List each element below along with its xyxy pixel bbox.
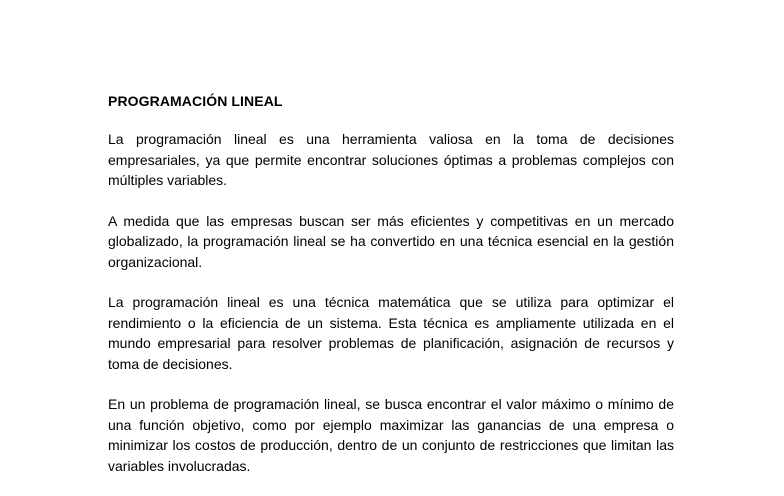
document-title: PROGRAMACIÓN LINEAL [108, 93, 283, 109]
paragraph-2: A medida que las empresas buscan ser más eficientes y competitivas en un mercado globalizado, la programación lineal se ha convertido en una técnica esencial en la gestión organizacional. [108, 212, 674, 270]
paragraph-1: La programación lineal es una herramienta valiosa en la toma de decisiones empresariales, ya que permite encontrar soluciones óptimas a problemas complejos con múltiples variables. [108, 131, 674, 188]
paragraph-4: En un problema de programación lineal, se busca encontrar el valor máximo o mínimo de una función objetivo, como por ejemplo maximizar las ganancias de una empresa o minimizar los costos de producción, dentro de un conjunto de restricciones que limitan las variables involucradas. [108, 396, 674, 474]
document-body [108, 91, 674, 496]
paragraph-3: La programación lineal es una técnica matemática que se utiliza para optimizar el rendimiento o la eficiencia de un sistema. Esta técnica es ampliamente utilizada en el mundo empresarial para resolver problemas de planificación, asignación de recursos y toma de decisiones. [108, 294, 674, 372]
